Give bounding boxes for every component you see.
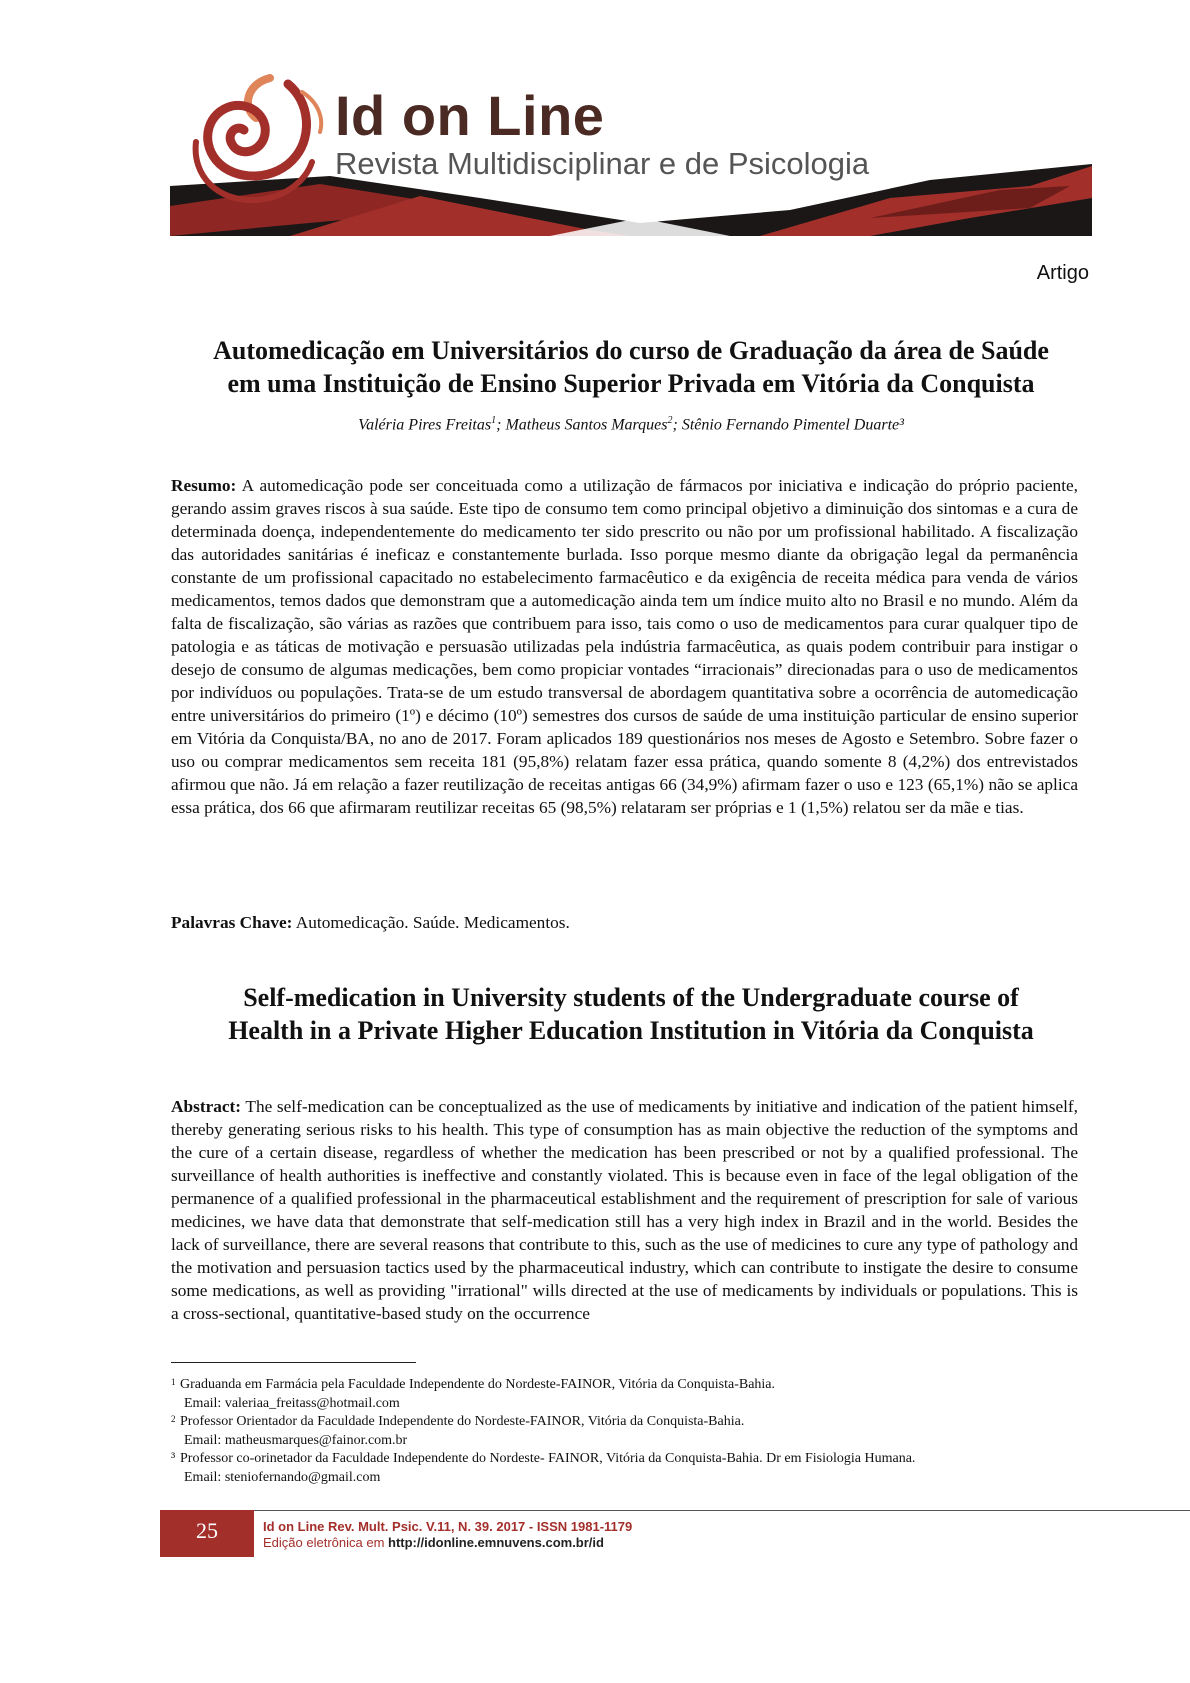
page-number: 25 xyxy=(196,1518,218,1543)
author-separator: ; xyxy=(496,416,506,434)
footnote-email: Email: matheusmarques@fainor.com.br xyxy=(184,1432,408,1448)
footer-url-link[interactable]: http://idonline.emnuvens.com.br/id xyxy=(388,1535,604,1550)
author-name: Matheus Santos Marques xyxy=(505,416,668,434)
abstract-pt-label: Resumo: xyxy=(171,476,237,495)
author-mark: ³ xyxy=(899,416,904,434)
footnote-text: Graduanda em Farmácia pela Faculdade Independente do Nordeste-FAINOR, Vitória da Conquista-Bahia. xyxy=(180,1377,776,1392)
title-portuguese xyxy=(170,334,1092,400)
footnote-number: 1 xyxy=(171,1377,176,1387)
title-pt-line-2: em uma Instituição de Ensino Superior Privada em Vitória da Conquista xyxy=(227,369,1035,398)
keywords-label: Palavras Chave: xyxy=(171,913,293,932)
title-en-line-2: Health in a Private Higher Education Institution in Vitória da Conquista xyxy=(228,1016,1034,1045)
footer-edition-line xyxy=(263,1535,632,1551)
abstract-pt-text: A automedicação pode ser conceituada como a utilização de fármacos por iniciativa e indicação do próprio paciente, gerando assim graves riscos à sua saúde. Este tipo de consumo tem como principal objetivo a diminuição dos sintomas e a cura de determinada doença, independentemente do medicamento ter sido prescrito ou não por um profissional habilitado. A fiscalização das autoridades sanitárias é ineficaz e constantemente burlada. Isso porque mesmo diante da obrigação legal da permanência constante de um profissional capacitado no estabelecimento farmacêutico e da exigência de receita médica para venda de vários medicamentos, temos dados que demonstram que a automedicação ainda tem um índice muito alto no Brasil e no mundo. Além da falta de fiscalização, são várias as razões que contribuem para isso, tais como o uso de medicamentos para curar qualquer tipo de patologia e as táticas de motivação e persuasão utilizadas pela indústria farmacêutica, as quais podem contribuir para instigar o desejo de consumo de algumas medicações, bem como propiciar vontades “irracionais” direcionadas para o uso de medicamentos por indivíduos ou populações. Trata-se de um estudo transversal de abordagem quantitativa sobre a ocorrência de automedicação entre universitários do primeiro (1º) e décimo (10º) semestres dos cursos de saúde de uma instituição particular de ensino superior em Vitória da Conquista/BA, no ano de 2017. Foram aplicados 189 questionários nos meses de Agosto e Setembro. Sobre fazer o uso ou comprar medicamentos sem receita 181 (95,8%) relatam fazer essa prática, quando somente 8 (4,2%) dos entrevistados afirmou que não. Já em relação a fazer reutilização de receitas antigas 66 (34,9%) afirmam fazer o uso e 123 (65,1%) não se aplica essa prática, dos 66 que afirmaram reutilizar receitas 65 (98,5%) relataram ser próprias e 1 (1,5%) relatou ser da mãe e tias. xyxy=(171,476,1078,817)
footer-rule xyxy=(254,1510,1190,1511)
footnote-text: Professor co-orinetador da Faculdade Independente do Nordeste- FAINOR, Vitória da Conquista-Bahia. Dr em Fisiologia Humana. xyxy=(180,1451,916,1466)
author-name: Valéria Pires Freitas xyxy=(358,416,492,434)
article-type-label: Artigo xyxy=(1036,262,1089,284)
author-mark: 2 xyxy=(667,415,673,426)
author-separator: ; xyxy=(672,416,682,434)
abstract-en-text: The self-medication can be conceptualized as the use of medicaments by initiative and indication of the patient himself, thereby generating serious risks to his health. This type of consumption has as main objective the reduction of the symptoms and the cure of a certain disease, regardless of whether the medication has been prescribed or not by a qualified professional. The surveillance of health authorities is ineffective and constantly violated. This is because even in face of the legal obligation of the permanence of a qualified professional in the pharmaceutical establishment and the requirement of prescription for sale of various medicines, we have data that demonstrate that self-medication still has a very high index in Brazil and in the world. Besides the lack of surveillance, there are several reasons that contribute to this, such as the use of medicines to cure any type of pathology and the motivation and persuasion tactics used by the pharmaceutical industry, which can contribute to instigate the desire to consume some medications, as well as providing "irrational" wills directed at the use of medicaments by individuals or populations. This is a cross-sectional, quantitative-based study on the occurrence xyxy=(171,1097,1078,1323)
keywords xyxy=(171,911,1078,934)
author-list xyxy=(170,415,1092,434)
footnote-email: Email: valeriaa_freitass@hotmail.com xyxy=(184,1395,400,1411)
footnotes xyxy=(171,1376,1091,1487)
journal-title: Id on Line xyxy=(335,84,605,147)
footnote-email: Email: steniofernando@gmail.com xyxy=(184,1469,381,1485)
abstract-english xyxy=(171,1095,1078,1325)
author-mark: 1 xyxy=(491,415,497,426)
keywords-text: Automedicação. Saúde. Medicamentos. xyxy=(292,913,570,932)
spiral-logo-icon xyxy=(178,72,338,222)
abstract-portuguese xyxy=(171,474,1078,819)
footer-edition-prefix: Edição eletrônica em xyxy=(263,1535,389,1550)
abstract-en-label: Abstract: xyxy=(171,1097,242,1116)
footnote-text: Professor Orientador da Faculdade Independente do Nordeste-FAINOR, Vitória da Conquista-Bahia. xyxy=(180,1414,745,1429)
author-name: Stênio Fernando Pimentel Duarte xyxy=(681,416,900,434)
footer-citation xyxy=(263,1519,632,1551)
footer-citation-line: Id on Line Rev. Mult. Psic. V.11, N. 39. 2017 - ISSN 1981-1179 xyxy=(263,1519,633,1534)
journal-subtitle: Revista Multidisciplinar e de Psicologia xyxy=(335,146,870,181)
title-english xyxy=(170,981,1092,1047)
title-en-line-1: Self-medication in University students of the Undergraduate course of xyxy=(243,983,1019,1012)
footnote-number: 2 xyxy=(171,1414,176,1424)
journal-banner xyxy=(170,68,1092,238)
title-pt-line-1: Automedicação em Universitários do curso de Graduação da área de Saúde xyxy=(213,336,1049,365)
footnote-number: ³ xyxy=(171,1451,176,1466)
footnote xyxy=(171,1413,1091,1450)
footnote xyxy=(171,1376,1091,1413)
footnote-divider xyxy=(171,1362,416,1363)
footnote xyxy=(171,1450,1091,1487)
